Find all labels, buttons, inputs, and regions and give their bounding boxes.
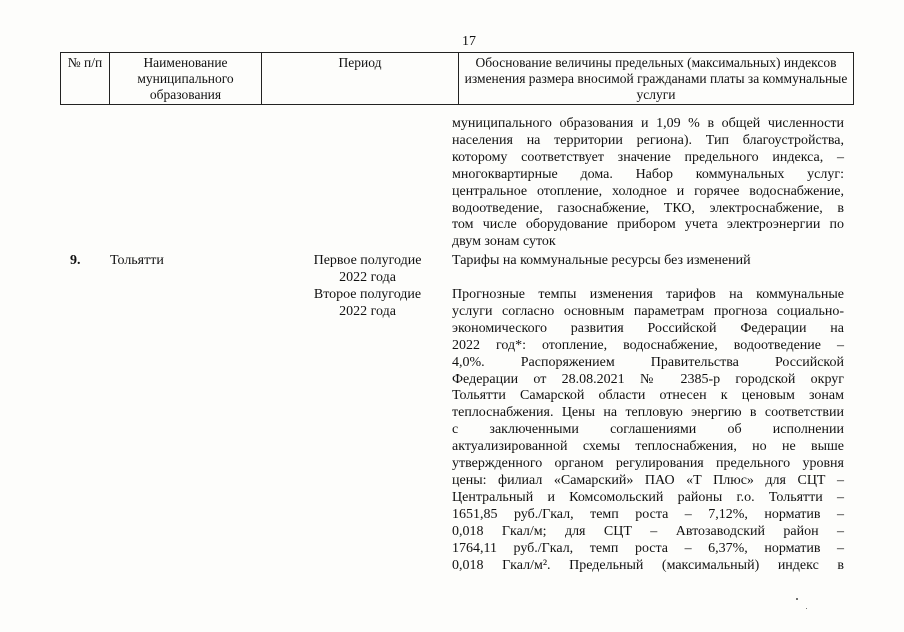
text-line: Федерации от 28.08.2021 № 2385-р городской округ (452, 371, 844, 387)
text-line: которому соответствует значение предельного индекса, – (452, 149, 844, 165)
text-line: 4,0%. Распоряжением Правительства Российской (452, 354, 844, 370)
text-line: 2022 год*: отопление, водоснабжение, водоотведение – (452, 337, 844, 353)
text-line: населения на территории региона). Тип благоустройства, (452, 132, 844, 148)
header-period: Период (262, 53, 459, 105)
continuation-text (452, 116, 844, 251)
text-line: Прогнозные темпы изменения тарифов на коммунальные (452, 287, 844, 302)
text-line: 0,018 Гкал/м; для СЦТ – Автозаводский район – (452, 523, 844, 539)
text-line: том числе оборудование прибором учета электроэнергии по (452, 217, 844, 233)
header-number: № п/п (61, 53, 110, 105)
row-number: 9. (70, 253, 81, 268)
text-line: Центральный и Комсомольский районы г.о. Тольятти – (452, 489, 844, 505)
text-line: экономического развития Российской Федерации на (452, 320, 844, 336)
table-header (60, 52, 854, 105)
page-number: 17 (462, 34, 476, 49)
period-second-half: Второе полугодие 2022 года (313, 287, 422, 319)
text-line: центральное отопление, холодное и горячее водоснабжение, (452, 183, 844, 199)
text-line: водоотведение, газоснабжение, ТКО, электроснабжение, в (452, 200, 844, 216)
text-line: 1764,11 руб./Гкал, темп роста – 6,37%, норматив – (452, 540, 844, 556)
text-line: с заключенными соглашениями об исполнении (452, 422, 844, 438)
text-line: 1651,85 руб./Гкал, темп роста – 7,12%, норматив – (452, 506, 844, 522)
header-municipality: Наименование муниципального образования (110, 53, 262, 105)
scan-speck (796, 598, 798, 600)
municipality-name: Тольятти (110, 253, 164, 268)
second-half-justification (452, 287, 844, 574)
text-line: цены: филиал «Самарский» ПАО «Т Плюс» для СЦТ – (452, 472, 844, 488)
text-line: услуги согласно основным параметрам прогноза социально- (452, 303, 844, 319)
text-line: двум зонам суток (452, 234, 556, 250)
scan-speck (806, 608, 807, 609)
text-line: теплоснабжения. Цены на тепловую энергию в соответствии (452, 405, 844, 421)
text-line: многоквартирные дома. Набор коммунальных услуг: (452, 166, 844, 182)
text-line: актуализированной схемы теплоснабжения, но не выше (452, 439, 844, 455)
header-justification: Обоснование величины предельных (максимальных) индексов изменения размера вносимой гражданами платы за коммунальные услуги (459, 53, 854, 105)
text-line: муниципального образования и 1,09 % в общей численности (452, 116, 844, 131)
first-half-justification: Тарифы на коммунальные ресурсы без изменений (452, 253, 751, 268)
text-line: 0,018 Гкал/м². Предельный (максимальный) индекс в (452, 557, 844, 573)
period-first-half: Первое полугодие 2022 года (313, 253, 422, 285)
text-line: Тольятти Самарской области отнесен к ценовым зонам (452, 388, 844, 404)
text-line: утвержденного органом регулирования предельного уровня (452, 456, 844, 472)
